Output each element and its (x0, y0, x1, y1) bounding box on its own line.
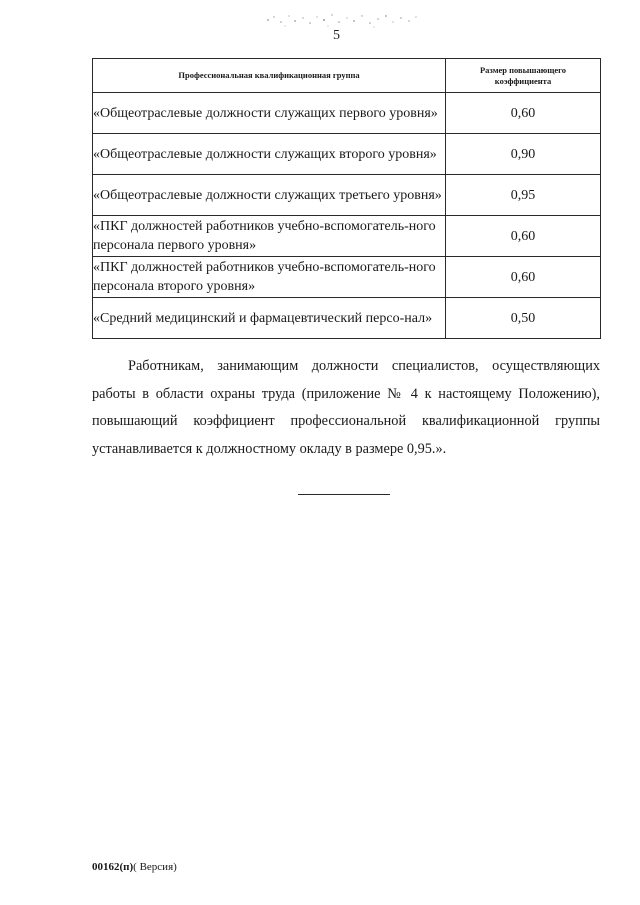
table-row (93, 216, 601, 257)
table-header-row (93, 59, 601, 93)
coefficient-cell: 0,50 (446, 298, 601, 339)
footer-doc-number: 00162(п) (92, 861, 134, 873)
table-row (93, 298, 601, 339)
table-row (93, 257, 601, 298)
footer-version-label: ( Версия) (133, 861, 177, 873)
group-name-cell: «Общеотраслевые должности служащих первого уровня» (93, 93, 446, 134)
coefficient-cell: 0,95 (446, 175, 601, 216)
body-paragraph: Работникам, занимающим должности специалистов, осуществляющих работы в области охраны труда (приложение № 4 к настоящему Положению), повышающий коэффициент профессиональной квалификационной группы устанавливается к должностному окладу в размере 0,95.». (92, 358, 600, 458)
group-name-cell: «Общеотраслевые должности служащих третьего уровня» (93, 175, 446, 216)
group-name-cell: «Общеотраслевые должности служащих второго уровня» (93, 134, 446, 175)
coefficient-cell: 0,60 (446, 257, 601, 298)
stamp-noise-mark (262, 8, 422, 30)
column-header-coefficient-label: Размер повышающего коэффициента (479, 64, 567, 86)
group-name-cell: «ПКГ должностей работников учебно-вспомогатель-ного персонала второго уровня» (93, 257, 446, 298)
table-row (93, 134, 601, 175)
page-number: 5 (333, 28, 340, 43)
end-of-text-rule (298, 494, 390, 495)
column-header-coefficient (446, 59, 601, 93)
table-row (93, 175, 601, 216)
column-header-group: Профессиональная квалификационная группа (93, 59, 446, 93)
footer-document-code (92, 860, 177, 874)
group-name-cell: «Средний медицинский и фармацевтический персо-нал» (93, 298, 446, 339)
coefficient-cell: 0,60 (446, 216, 601, 257)
coefficient-table (92, 58, 601, 339)
group-name-cell: «ПКГ должностей работников учебно-вспомогатель-ного персонала первого уровня» (93, 216, 446, 257)
coefficient-cell: 0,90 (446, 134, 601, 175)
table-row (93, 93, 601, 134)
coefficient-cell: 0,60 (446, 93, 601, 134)
